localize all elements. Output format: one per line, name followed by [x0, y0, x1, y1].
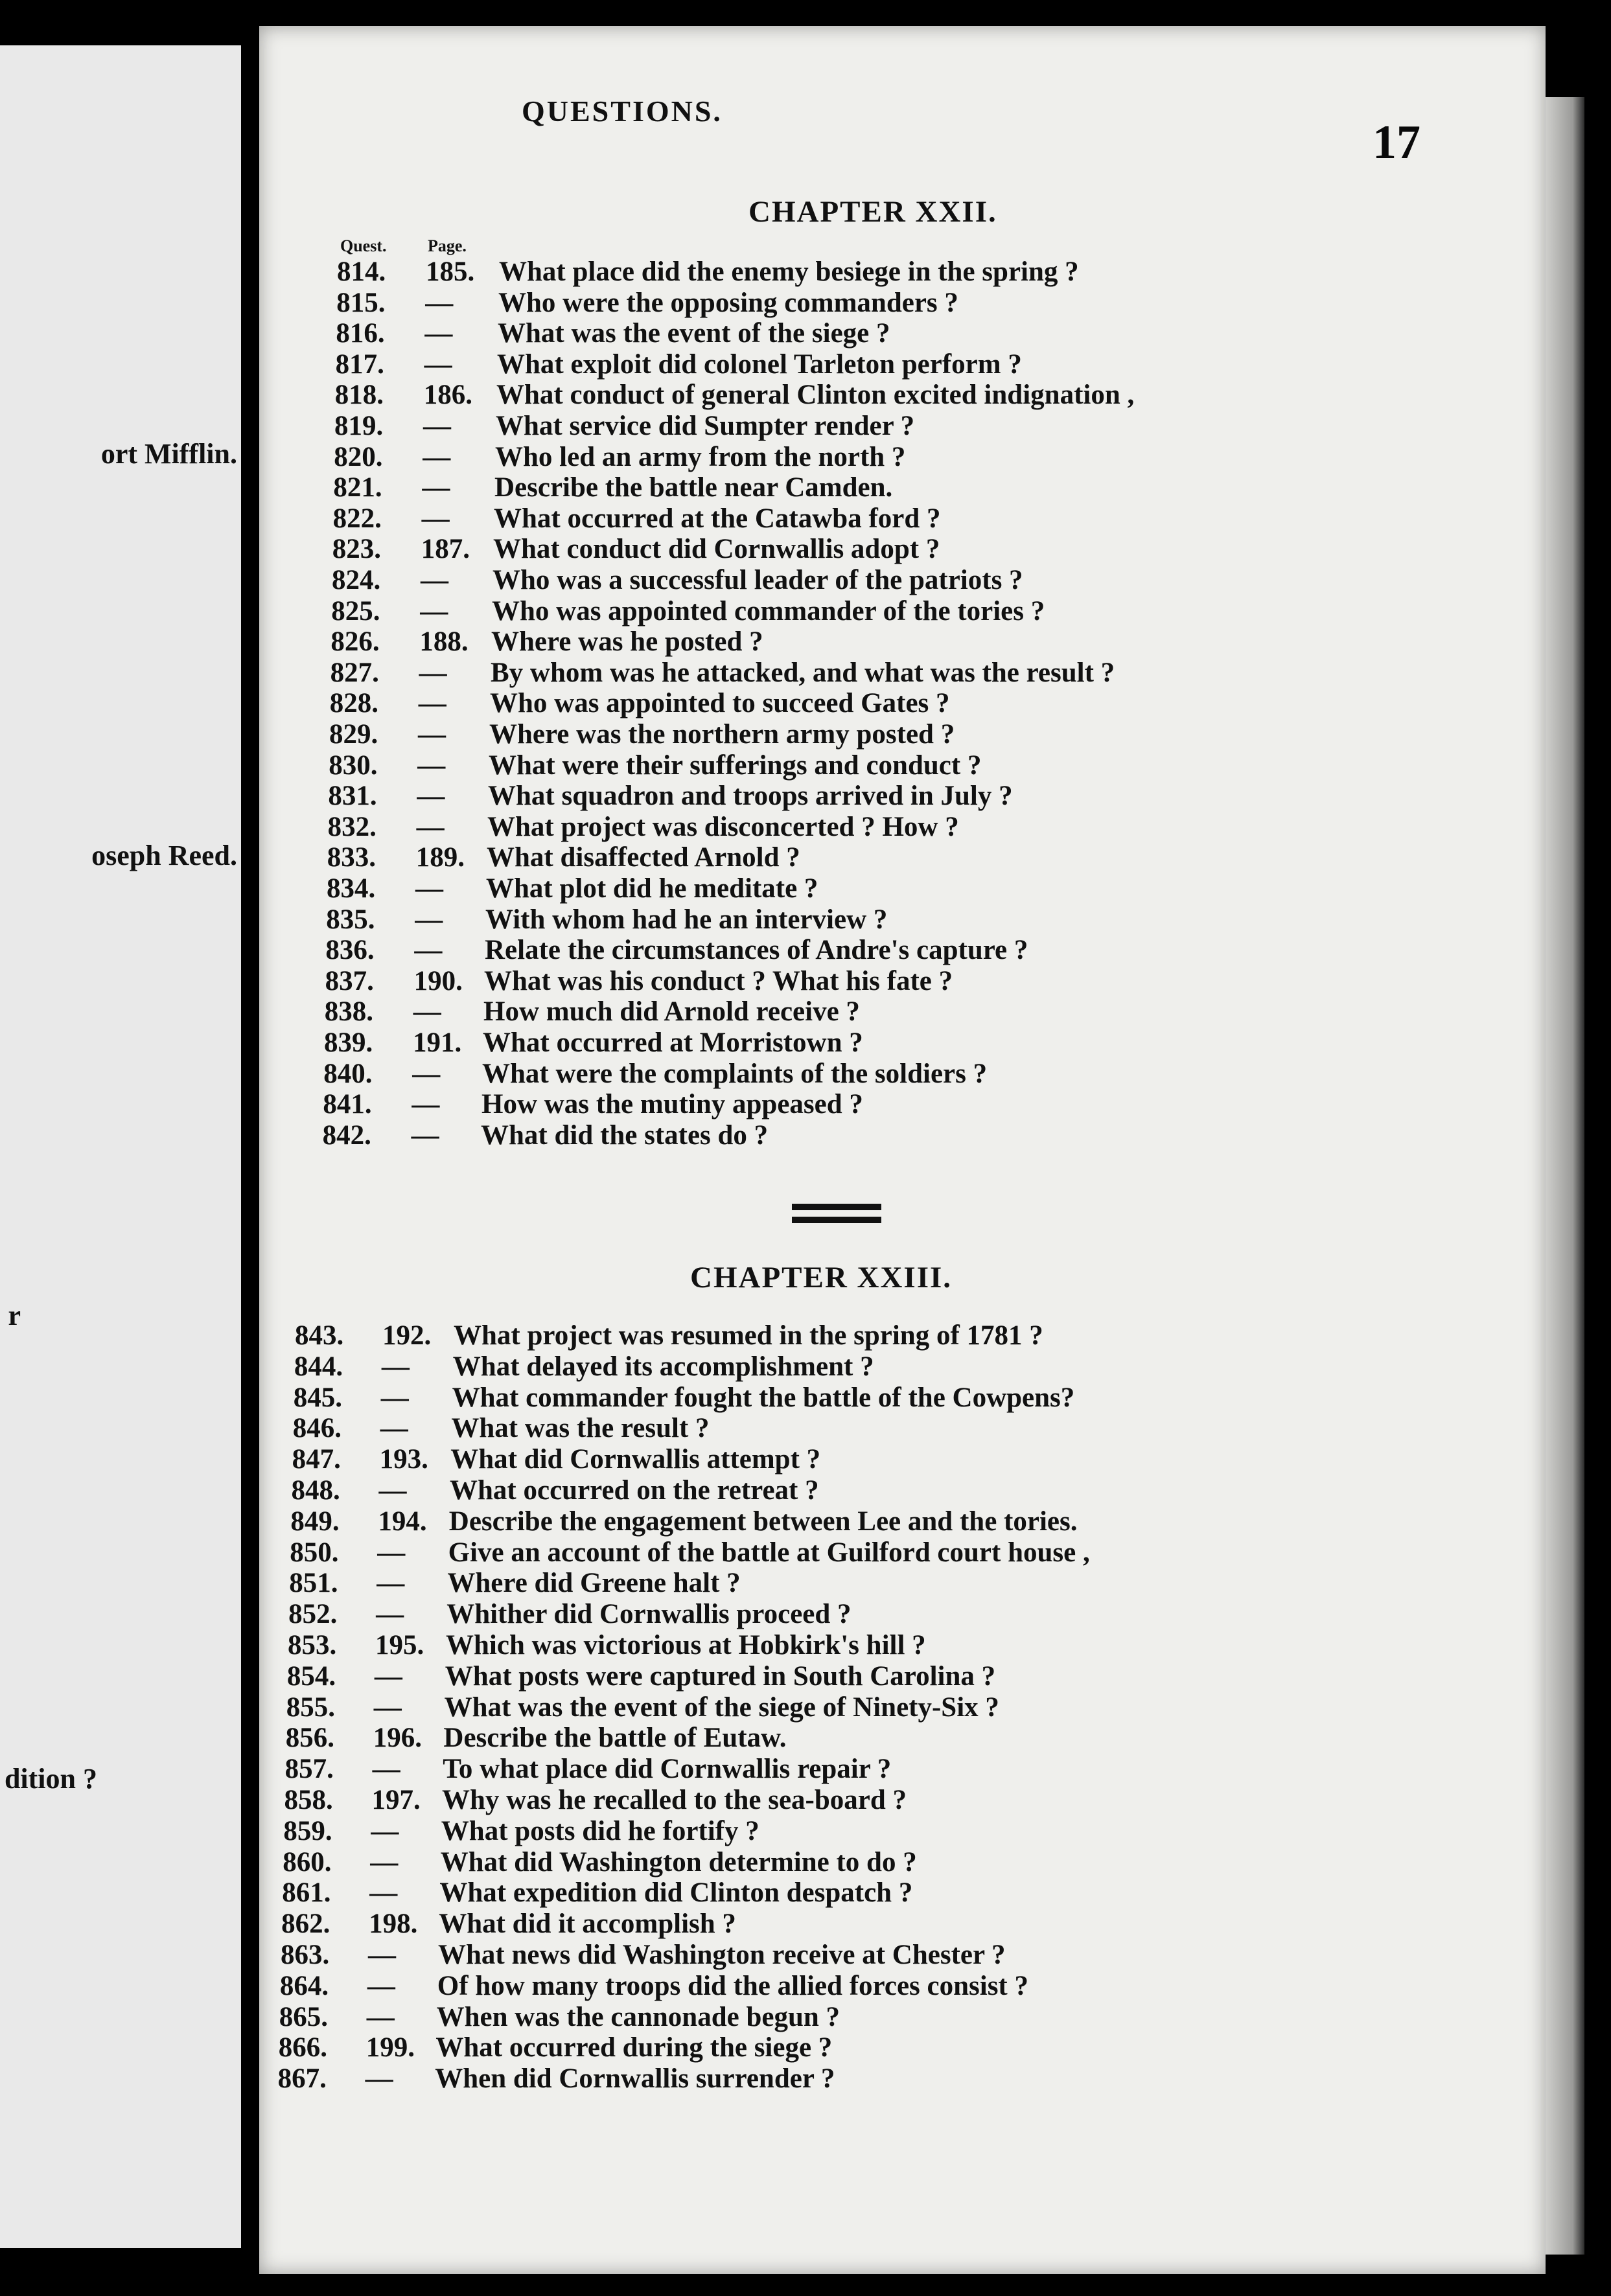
- question-number: 857.: [284, 1754, 334, 1785]
- page-reference: —: [424, 318, 453, 349]
- page-reference: —: [374, 1660, 402, 1692]
- chapter-title: CHAPTER XXIII.: [690, 1261, 953, 1294]
- page-reference: —: [423, 411, 451, 441]
- page-reference: 192.: [382, 1320, 432, 1351]
- question-number: 828.: [329, 688, 379, 719]
- question-number: 829.: [329, 719, 378, 750]
- page-reference: —: [380, 1382, 409, 1413]
- question-text: Who was appointed commander of the tories ?: [492, 595, 1045, 626]
- page-reference: 190.: [413, 965, 463, 996]
- question-text: Where was he posted ?: [491, 626, 763, 658]
- question-number: 855.: [286, 1692, 336, 1723]
- page-reference: —: [376, 1599, 404, 1630]
- left-page-fragment: oseph Reed.: [91, 840, 237, 871]
- page-reference: 185.: [426, 257, 475, 287]
- page-reference: —: [365, 2063, 393, 2095]
- page-reference: —: [377, 1568, 405, 1599]
- question-number: 843.: [295, 1320, 344, 1351]
- question-number: 865.: [279, 2001, 329, 2032]
- page-reference: 195.: [375, 1630, 424, 1660]
- question-number: 814.: [337, 257, 386, 287]
- left-page-fragment: dition ?: [4, 1763, 97, 1795]
- column-head-quest: Quest.: [340, 236, 387, 255]
- page-reference: —: [411, 1089, 440, 1120]
- question-text: Of how many troops did the allied forces consist ?: [437, 1970, 1028, 2001]
- question-text: What conduct did Cornwallis adopt ?: [493, 534, 940, 565]
- question-number: 817.: [335, 349, 384, 380]
- question-number: 854.: [286, 1660, 336, 1692]
- question-number: 847.: [292, 1444, 341, 1475]
- page-reference: —: [423, 441, 451, 472]
- left-page-fragment: ort Mifflin.: [100, 438, 237, 470]
- page-reference: —: [421, 565, 448, 595]
- page-reference: —: [369, 1877, 398, 1909]
- question-number: 816.: [336, 318, 385, 349]
- question-text: What disaffected Arnold ?: [487, 842, 800, 873]
- question-text: What expedition did Clinton despatch ?: [439, 1877, 913, 1909]
- question-number: 860.: [283, 1846, 332, 1877]
- question-text: What occurred on the retreat ?: [450, 1475, 819, 1506]
- page-reference: —: [415, 873, 443, 904]
- question-number: 849.: [290, 1506, 340, 1537]
- page-reference: —: [411, 1119, 439, 1151]
- left-page-fragment: r: [8, 1300, 21, 1331]
- page-reference: —: [424, 349, 452, 380]
- question-number: 867.: [277, 2063, 327, 2095]
- question-text: Where was the northern army posted ?: [489, 719, 955, 750]
- chapter-title: CHAPTER XXII.: [748, 195, 997, 229]
- question-text: What was the result ?: [451, 1413, 710, 1444]
- question-number: 833.: [327, 842, 377, 873]
- question-number: 831.: [328, 781, 377, 812]
- question-text: What delayed its accomplishment ?: [452, 1351, 874, 1382]
- page-reference: —: [368, 1940, 396, 1970]
- question-number: 815.: [336, 287, 386, 318]
- page-reference: —: [381, 1351, 410, 1382]
- question-number: 827.: [330, 657, 379, 688]
- question-number: 859.: [283, 1815, 332, 1846]
- page-reference: —: [371, 1815, 399, 1846]
- page-reference: 186.: [423, 380, 473, 411]
- question-text: Relate the circumstances of Andre's capture ?: [485, 935, 1028, 966]
- question-number: 837.: [325, 965, 374, 996]
- page-reference: —: [422, 472, 450, 503]
- question-text: What place did the enemy besiege in the spring ?: [499, 257, 1079, 287]
- question-text: How was the mutiny appeased ?: [481, 1089, 863, 1120]
- question-text: Who led an army from the north ?: [495, 441, 906, 472]
- question-text: Describe the engagement between Lee and the tories.: [448, 1506, 1078, 1537]
- page-reference: 199.: [365, 2032, 415, 2063]
- page-reference: —: [370, 1846, 399, 1877]
- question-number: 850.: [290, 1537, 339, 1568]
- page-reference: 196.: [373, 1723, 422, 1754]
- question-text: What conduct of general Clinton excited indignation ,: [496, 380, 1135, 411]
- page-number: 17: [1373, 116, 1420, 169]
- page-reference: 188.: [419, 626, 469, 658]
- question-number: 819.: [334, 411, 384, 441]
- question-number: 862.: [281, 1909, 330, 1940]
- page-reference: 187.: [421, 534, 470, 565]
- question-number: 845.: [293, 1382, 343, 1413]
- page-reference: 197.: [371, 1785, 421, 1815]
- page-reference: —: [413, 996, 441, 1027]
- question-text: Who was appointed to succeed Gates ?: [490, 688, 950, 719]
- question-number: 838.: [324, 996, 374, 1027]
- page-reference: —: [417, 781, 445, 812]
- page-reference: —: [418, 688, 446, 719]
- page-reference: —: [378, 1475, 407, 1506]
- page-reference: 194.: [378, 1506, 427, 1537]
- question-number: 826.: [330, 626, 380, 658]
- page-reference: —: [420, 595, 448, 626]
- question-number: 856.: [285, 1723, 334, 1754]
- question-text: What project was resumed in the spring of 1781 ?: [454, 1320, 1043, 1351]
- question-text: What were their sufferings and conduct ?: [489, 750, 982, 781]
- question-text: Which was victorious at Hobkirk's hill ?: [446, 1630, 926, 1660]
- question-text: What occurred at Morristown ?: [483, 1027, 863, 1058]
- question-text: When did Cornwallis surrender ?: [435, 2063, 835, 2095]
- question-number: 858.: [284, 1785, 333, 1815]
- question-number: 822.: [332, 503, 382, 534]
- question-text: Describe the battle of Eutaw.: [443, 1723, 787, 1754]
- question-text: When was the cannonade begun ?: [436, 2001, 840, 2032]
- question-number: 842.: [322, 1119, 371, 1151]
- page-reference: —: [425, 287, 454, 318]
- page-reference: —: [366, 2001, 395, 2032]
- question-number: 834.: [327, 873, 376, 904]
- question-text: What did the states do ?: [481, 1119, 769, 1151]
- page-reference: —: [380, 1413, 408, 1444]
- page-reference: —: [377, 1537, 406, 1568]
- question-text: Whither did Cornwallis proceed ?: [446, 1599, 852, 1630]
- question-number: 864.: [279, 1970, 329, 2001]
- question-text: With whom had he an interview ?: [485, 904, 888, 935]
- question-text: What was his conduct ? What his fate ?: [484, 965, 953, 996]
- question-text: What exploit did colonel Tarleton perform ?: [497, 349, 1022, 380]
- page-reference: 193.: [379, 1444, 428, 1475]
- question-number: 861.: [282, 1877, 331, 1909]
- question-text: What was the event of the siege ?: [498, 318, 890, 349]
- question-text: What project was disconcerted ? How ?: [487, 811, 959, 842]
- page-reference: —: [419, 657, 447, 688]
- page-reference: —: [412, 1058, 441, 1089]
- column-head-page: Page.: [428, 236, 467, 255]
- question-text: What service did Sumpter render ?: [496, 411, 915, 441]
- page-reference: 191.: [413, 1027, 462, 1058]
- question-text: Describe the battle near Camden.: [494, 472, 893, 503]
- question-number: 825.: [331, 595, 380, 626]
- running-head: QUESTIONS.: [522, 95, 723, 128]
- question-text: Who was a successful leader of the patriots ?: [493, 565, 1023, 595]
- question-text: Where did Greene halt ?: [447, 1568, 741, 1599]
- question-text: What commander fought the battle of the Cowpens?: [452, 1382, 1075, 1413]
- question-text: What news did Washington receive at Chester ?: [438, 1940, 1006, 1970]
- question-text: Who were the opposing commanders ?: [498, 287, 958, 318]
- question-text: What occurred during the siege ?: [435, 2032, 833, 2063]
- question-text: By whom was he attacked, and what was the result ?: [491, 657, 1115, 688]
- question-text: What were the complaints of the soldiers ?: [482, 1058, 988, 1089]
- page-reference: 189.: [415, 842, 465, 873]
- page-reference: —: [417, 750, 446, 781]
- question-text: What did Cornwallis attempt ?: [450, 1444, 821, 1475]
- question-number: 821.: [333, 472, 382, 503]
- question-number: 836.: [325, 935, 375, 966]
- page-reference: —: [418, 719, 446, 750]
- question-number: 844.: [294, 1351, 343, 1382]
- question-text: What did it accomplish ?: [439, 1909, 736, 1940]
- question-number: 818.: [334, 380, 384, 411]
- page-reference: —: [373, 1692, 402, 1723]
- question-number: 866.: [278, 2032, 327, 2063]
- question-number: 823.: [332, 534, 382, 565]
- question-number: 824.: [332, 565, 381, 595]
- question-text: What posts did he fortify ?: [441, 1815, 759, 1846]
- page-reference: —: [421, 503, 450, 534]
- question-number: 820.: [334, 441, 383, 472]
- question-text: What was the event of the siege of Ninety-Six ?: [444, 1692, 999, 1723]
- page-reference: 198.: [369, 1909, 418, 1940]
- question-number: 830.: [329, 750, 378, 781]
- page-reference: —: [416, 811, 445, 842]
- question-number: 835.: [326, 904, 375, 935]
- page-reference: —: [415, 904, 443, 935]
- question-number: 846.: [292, 1413, 342, 1444]
- question-text: What occurred at the Catawba ford ?: [494, 503, 941, 534]
- page-reference: —: [414, 935, 443, 966]
- question-number: 863.: [281, 1940, 330, 1970]
- question-text: What plot did he meditate ?: [486, 873, 818, 904]
- question-number: 848.: [291, 1475, 340, 1506]
- question-number: 832.: [327, 811, 377, 842]
- question-number: 839.: [324, 1027, 373, 1058]
- question-text: What squadron and troops arrived in July ?: [488, 781, 1013, 812]
- question-number: 852.: [288, 1599, 338, 1630]
- question-text: Why was he recalled to the sea-board ?: [442, 1785, 907, 1815]
- question-text: What did Washington determine to do ?: [440, 1846, 917, 1877]
- question-text: How much did Arnold receive ?: [483, 996, 860, 1027]
- question-number: 853.: [288, 1630, 337, 1660]
- question-text: To what place did Cornwallis repair ?: [443, 1754, 892, 1785]
- question-text: What posts were captured in South Carolina ?: [445, 1660, 996, 1692]
- question-number: 841.: [323, 1089, 372, 1120]
- question-number: 851.: [289, 1568, 338, 1599]
- question-number: 840.: [323, 1058, 373, 1089]
- page-reference: —: [372, 1754, 400, 1785]
- question-text: Give an account of the battle at Guilford court house ,: [448, 1537, 1090, 1568]
- page-reference: —: [367, 1970, 395, 2001]
